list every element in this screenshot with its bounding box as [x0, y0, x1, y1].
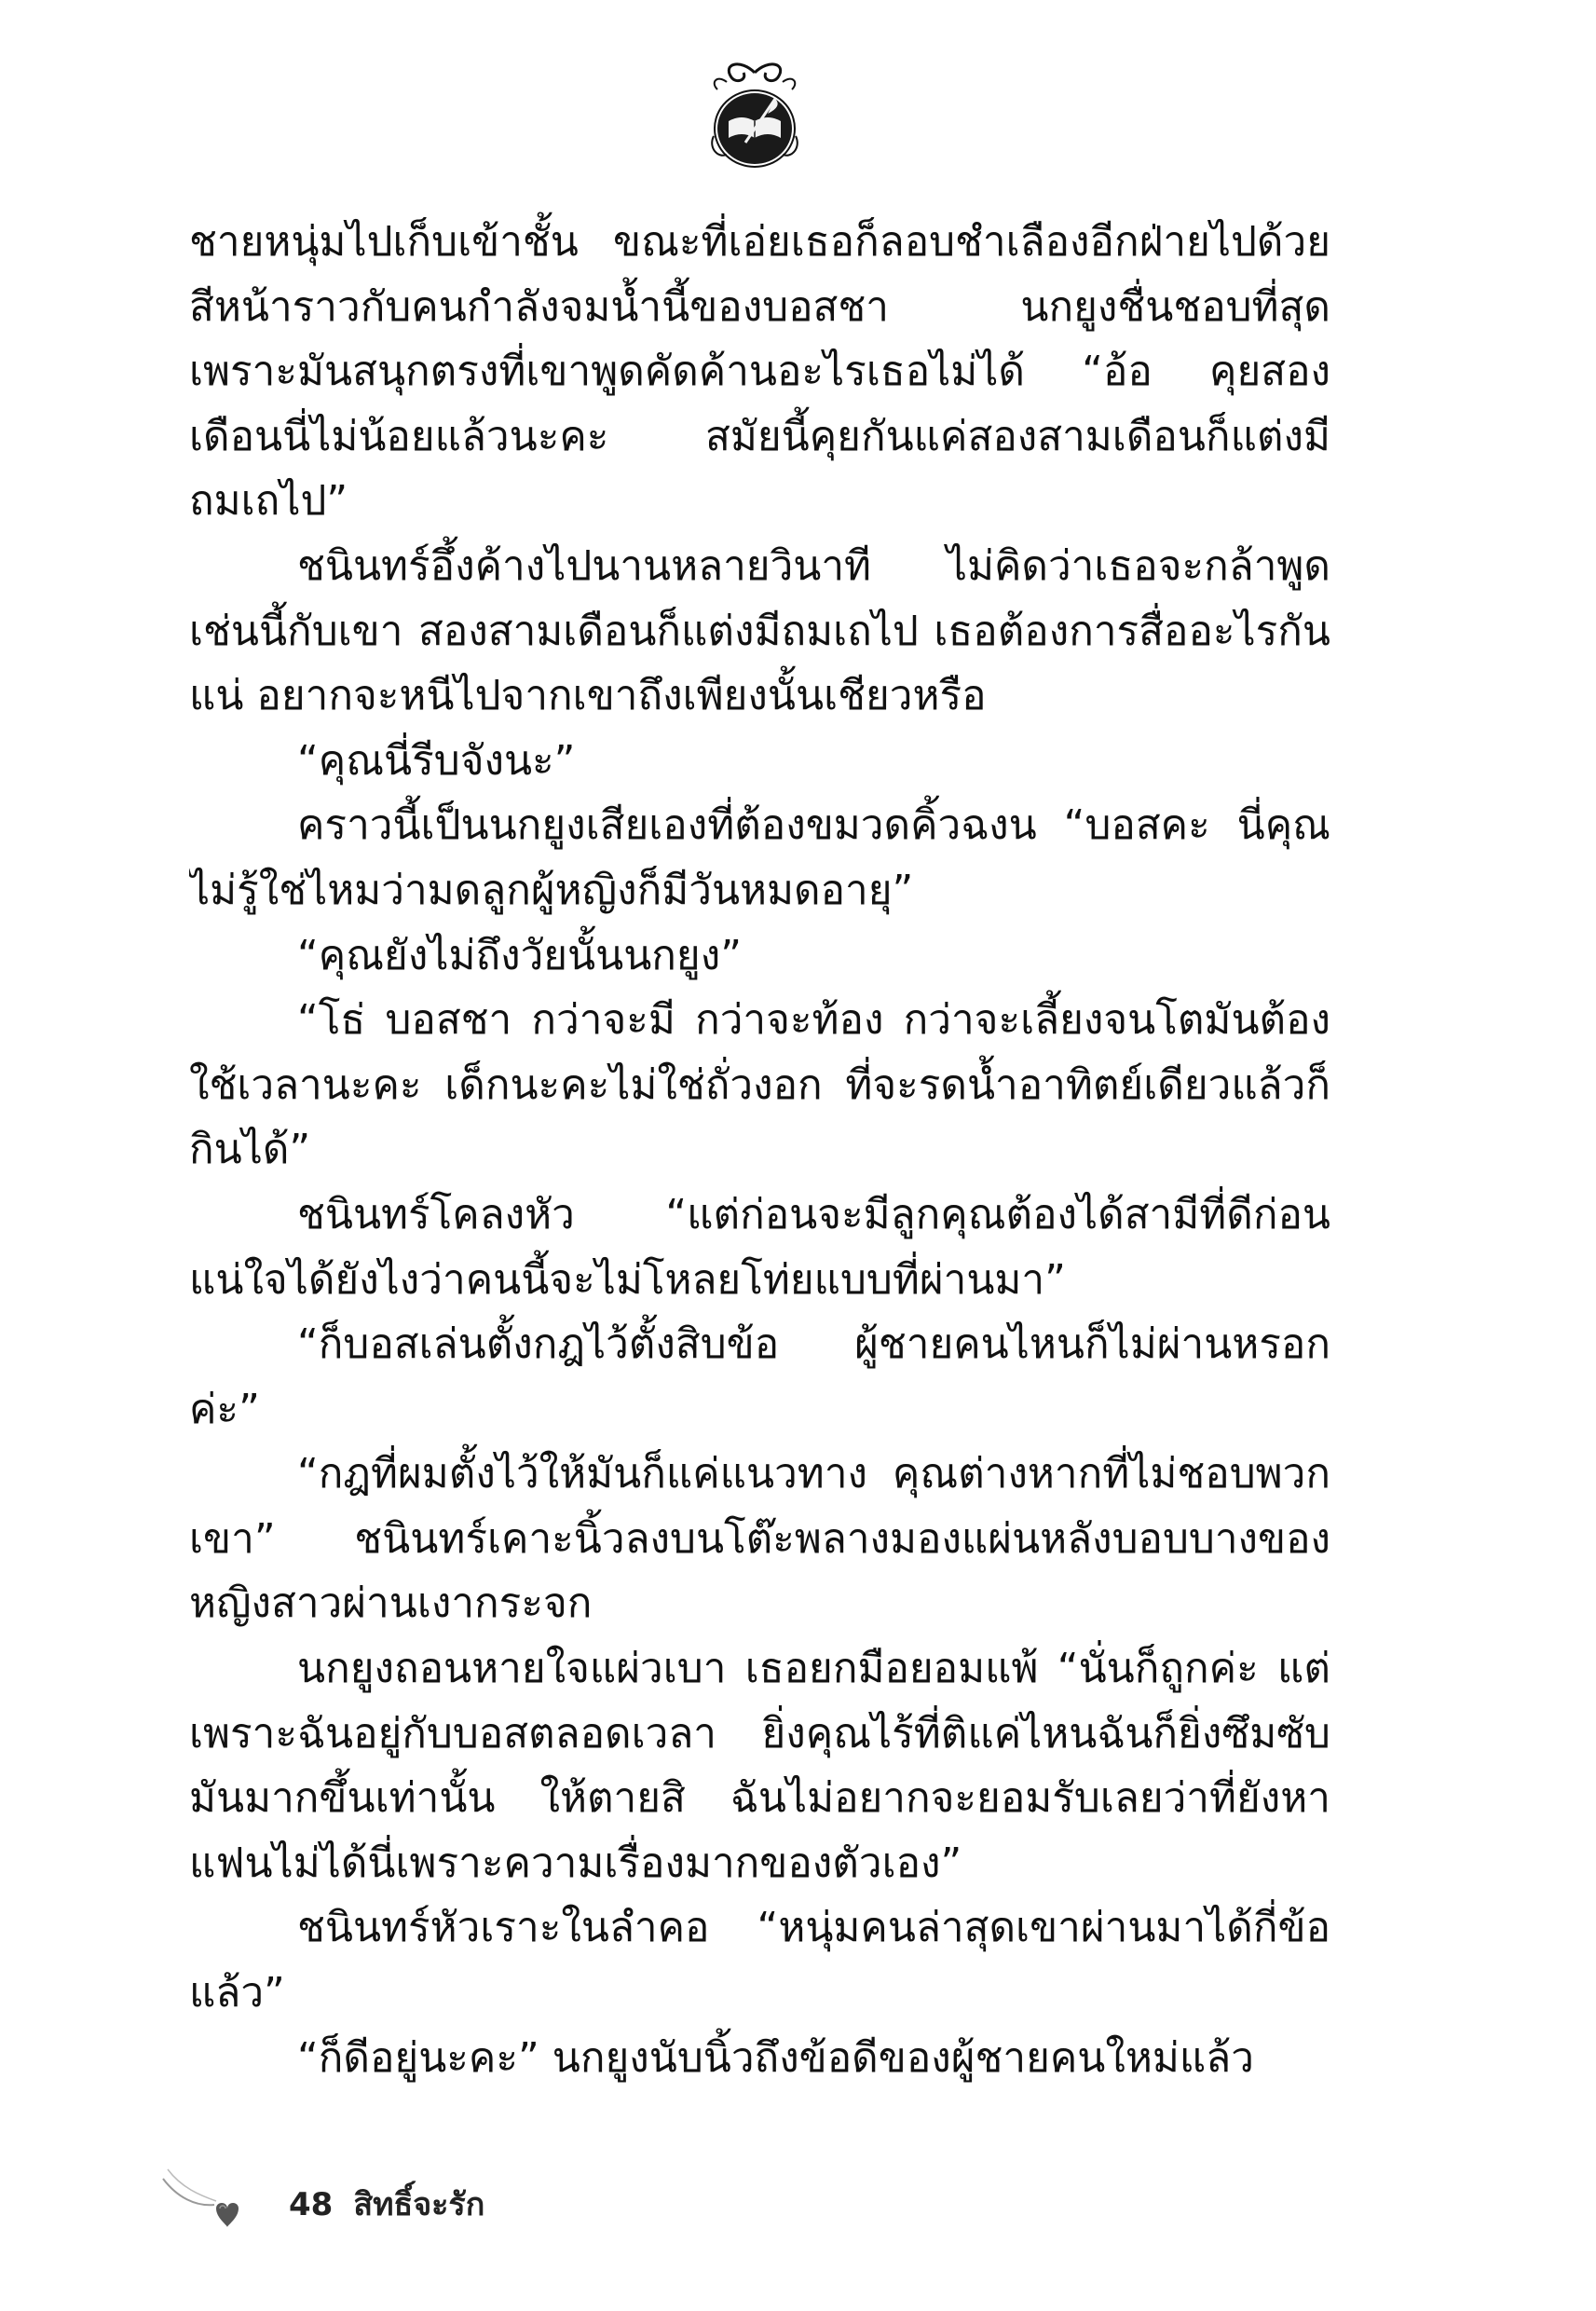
page-number: 48: [289, 2186, 334, 2223]
paragraph-2: ชนินทร์อึ้งค้างไปนานหลายวินาที ไม่คิดว่าเธอจะกล้าพูดเช่นนี้กับเขา สองสามเดือนก็แต่งมีถมเถไป เธอต้องการสื่ออะไรกันแน่ อยากจะหนีไปจากเขาถึงเพียงนั้นเชียวหรือ: [189, 541, 1330, 720]
paragraph-7: ชนินทร์โคลงหัว “แต่ก่อนจะมีลูกคุณต้องได้สามีที่ดีก่อนแน่ใจได้ยังไงว่าคนนี้จะไม่โหลยโท่ยแบบที่ผ่านมา”: [189, 1190, 1330, 1304]
page-footer: [158, 2160, 717, 2235]
paragraph-10: นกยูงถอนหายใจแผ่วเบา เธอยกมือยอมแพ้ “นั่นก็ถูกค่ะ แต่เพราะฉันอยู่กับบอสตลอดเวลา ยิ่งคุณไร้ที่ติแค่ไหนฉันก็ยิ่งซึมซับมันมากขึ้นเท่านั้น ให้ตายสิ ฉันไม่อยากจะยอมรับเลยว่าที่ยังหาแฟนไม่ได้นี่เพราะความเรื่องมากของตัวเอง”: [189, 1645, 1330, 1887]
quill-and-ink-emblem-icon: [689, 54, 820, 175]
book-title: สิทธิ์จะรัก: [353, 2186, 485, 2223]
publisher-logo: [689, 54, 820, 175]
paragraph-3: “คุณนี่รีบจังนะ”: [297, 736, 576, 785]
paragraph-12: “ก็ดีอยู่นะคะ” นกยูงนับนิ้วถึงข้อดีของผู้ชายคนใหม่แล้ว: [297, 2033, 1254, 2082]
paragraph-9: “กฎที่ผมตั้งไว้ให้มันก็แค่แนวทาง คุณต่างหากที่ไม่ชอบพวกเขา” ชนินทร์เคาะนิ้วลงบนโต๊ะพลางมองแผ่นหลังบอบบางของหญิงสาวผ่านเงากระจก: [189, 1450, 1330, 1628]
paragraph-1: ชายหนุ่มไปเก็บเข้าชั้น ขณะที่เอ่ยเธอก็ลอบชำเลืองอีกฝ่ายไปด้วยสีหน้าราวกับคนกำลังจมน้ำนี้ของบอสชา นกยูงชื่นชอบที่สุด เพราะมันสนุกตรงที่เขาพูดคัดค้านอะไรเธอไม่ได้ “อ้อ คุยสองเดือนนี่ไม่น้อยแล้วนะคะ สมัยนี้คุยกันแค่สองสามเดือนก็แต่งมีถมเถไป”: [189, 218, 1330, 526]
heart-charm-ornament-icon: [158, 2160, 270, 2235]
body-text: [189, 210, 1330, 2167]
paragraph-4: คราวนี้เป็นนกยูงเสียเองที่ต้องขมวดคิ้วฉงน “บอสคะ นี่คุณไม่รู้ใช่ไหมว่ามดลูกผู้หญิงก็มีวันหมดอายุ”: [189, 801, 1330, 914]
paragraph-8: “ก็บอสเล่นตั้งกฎไว้ตั้งสิบข้อ ผู้ชายคนไหนก็ไม่ผ่านหรอกค่ะ”: [189, 1320, 1330, 1433]
paragraph-6: “โธ่ บอสชา กว่าจะมี กว่าจะท้อง กว่าจะเลี้ยงจนโตมันต้องใช้เวลานะคะ เด็กนะคะไม่ใช่ถั่วงอก ที่จะรดน้ำอาทิตย์เดียวแล้วก็กินได้”: [189, 996, 1330, 1174]
paragraph-11: ชนินทร์หัวเราะในลำคอ “หนุ่มคนล่าสุดเขาผ่านมาได้กี่ข้อแล้ว”: [189, 1904, 1330, 2017]
paragraph-5: “คุณยังไม่ถึงวัยนั้นนกยูง”: [297, 931, 742, 979]
